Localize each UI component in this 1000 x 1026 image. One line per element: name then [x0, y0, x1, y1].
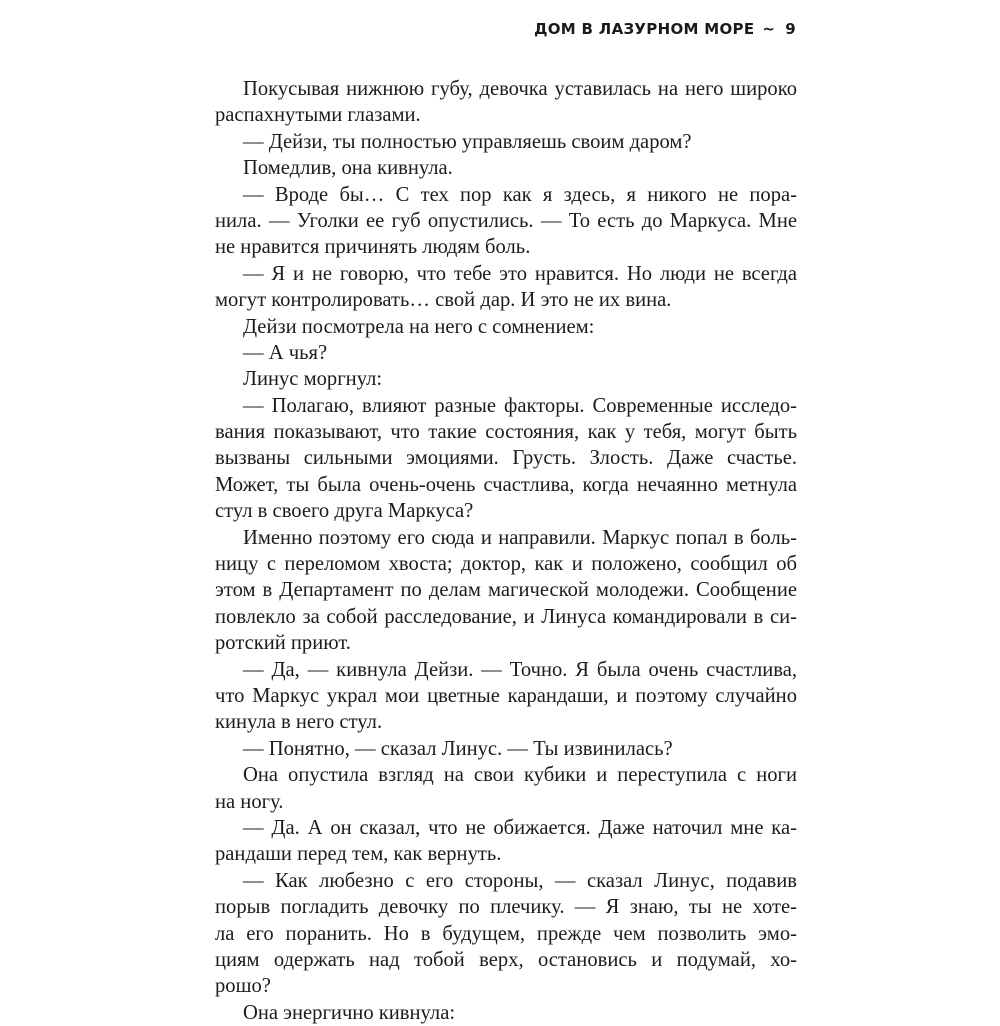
- text-line: Она энергично кивнула:: [243, 1001, 456, 1024]
- text-line: ла его поранить. Но в будущем, прежде чем позволить эмо-: [215, 922, 797, 945]
- text-line: вания показывают, что такие состояния, как у тебя, могут быть: [215, 421, 797, 444]
- text-line: повлекло за собой расследование, и Линуса командировали в си-: [215, 605, 797, 628]
- text-line: — Полагаю, влияют разные факторы. Современные исследо-: [243, 394, 797, 417]
- text-line: Она опустила взгляд на свои кубики и переступила с ноги: [243, 764, 797, 787]
- text-line: — Вроде бы… С тех пор как я здесь, я никого не пора-: [243, 183, 797, 206]
- text-line: — Дейзи, ты полностью управляешь своим даром?: [243, 130, 692, 153]
- text-line: — Я и не говорю, что тебе это нравится. Но люди не всегда: [243, 262, 797, 285]
- text-line: циям одержать над тобой верх, остановись и подумай, хо-: [215, 948, 797, 971]
- text-line: Линус моргнул:: [243, 368, 383, 391]
- text-line: — Понятно, — сказал Линус. — Ты извинилась?: [243, 737, 673, 760]
- text-line: стул в своего друга Маркуса?: [215, 500, 474, 523]
- text-line: — А чья?: [243, 341, 328, 364]
- running-head-title: ДОМ В ЛАЗУРНОМ МОРЕ: [534, 20, 755, 38]
- text-line: — Да, — кивнула Дейзи. — Точно. Я была очень счастлива,: [243, 658, 797, 681]
- text-line: Дейзи посмотрела на него с сомнением:: [243, 315, 595, 338]
- running-head-separator: ~: [762, 20, 776, 38]
- text-line: ротский приют.: [215, 632, 351, 655]
- text-line: рошо?: [215, 975, 271, 998]
- text-line: распахнутыми глазами.: [215, 104, 421, 127]
- text-line: этом в Департамент по делам магической молодежи. Сообщение: [215, 579, 797, 602]
- page-number: 9: [785, 20, 796, 38]
- text-line: на ногу.: [215, 790, 284, 813]
- text-line: ницу с переломом хвоста; доктор, как и положено, сообщил об: [215, 553, 797, 576]
- text-line: Покусывая нижнюю губу, девочка уставилась на него широко: [243, 78, 797, 100]
- running-head: [534, 20, 796, 38]
- text-line: Именно поэтому его сюда и направили. Маркус попал в боль-: [243, 526, 797, 549]
- text-line: рандаши перед тем, как вернуть.: [215, 843, 502, 866]
- text-line: — Как любезно с его стороны, — сказал Линус, подавив: [243, 869, 797, 892]
- text-line: Помедлив, она кивнула.: [243, 157, 453, 180]
- text-line: могут контролировать… свой дар. И это не их вина.: [215, 289, 672, 312]
- body-text: [215, 76, 797, 1026]
- text-line: что Маркус украл мои цветные карандаши, и поэтому случайно: [215, 684, 797, 707]
- text-line: — Да. А он сказал, что не обижается. Даже наточил мне ка-: [243, 816, 797, 839]
- text-line: вызваны сильными эмоциями. Грусть. Злость. Даже счастье.: [215, 447, 797, 470]
- text-line: не нравится причинять людям боль.: [215, 236, 531, 259]
- text-line: порыв погладить девочку по плечику. — Я знаю, ты не хоте-: [215, 896, 797, 919]
- text-line: кинула в него стул.: [215, 711, 383, 734]
- text-line: нила. — Уголки ее губ опустились. — То есть до Маркуса. Мне: [215, 209, 797, 232]
- text-line: Может, ты была очень-очень счастлива, когда нечаянно метнула: [215, 473, 797, 496]
